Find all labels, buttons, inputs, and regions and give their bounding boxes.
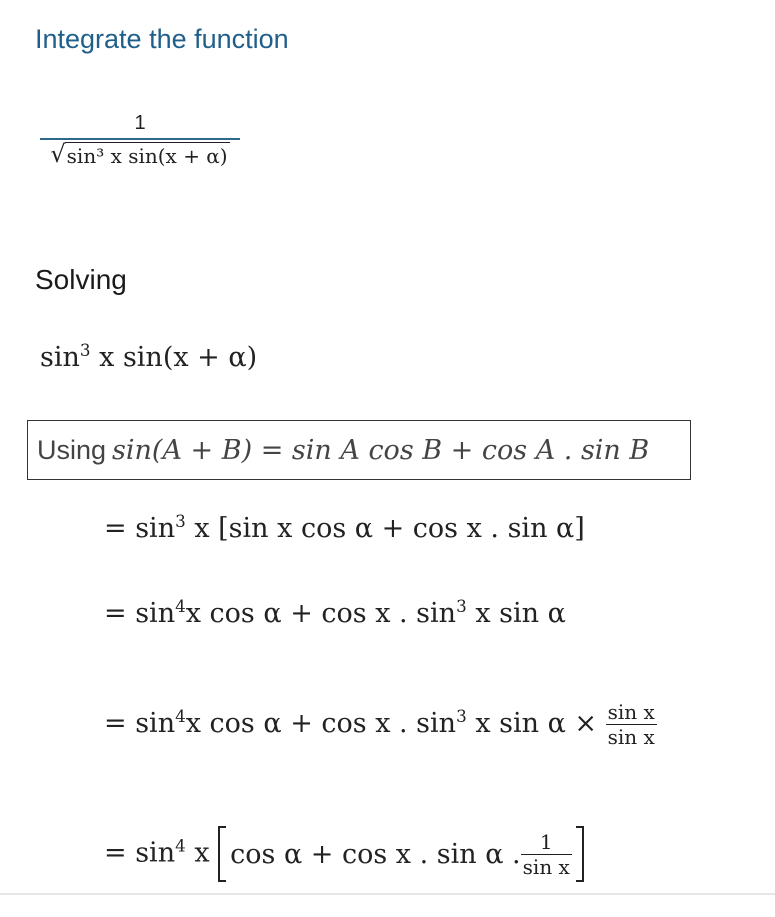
identity-formula: sin(A + B) = sin A cos B + cos A . sin B (112, 434, 650, 466)
expression-power: 3 (79, 339, 91, 360)
given-denominator: sin³ x sin(x + α) (66, 144, 228, 168)
identity-box (27, 420, 691, 480)
step-4-power: 4 (175, 835, 186, 856)
step-1-power: 3 (175, 510, 186, 531)
step-4-after-power: x (185, 837, 219, 869)
expression (40, 339, 258, 373)
step-4-frac-den: sin x (522, 854, 570, 879)
step-2-prefix: = sin (104, 598, 176, 629)
step-3-frac-den: sin x (607, 725, 655, 749)
step-4 (104, 826, 584, 882)
left-bracket-icon (218, 826, 226, 882)
step-2-power-1: 4 (175, 595, 186, 616)
bottom-divider (0, 893, 775, 895)
step-1-rest: x [sin x cos α + cos x . sin α] (185, 513, 585, 544)
step-4-frac-num: 1 (539, 829, 553, 854)
step-2-rest: x sin α (466, 598, 566, 629)
step-3-rest: x sin α × (466, 708, 598, 739)
step-4-inner: cos α + cos x . sin α . (230, 838, 521, 870)
step-3-power-2: 3 (456, 705, 467, 726)
given-numerator: 1 (134, 112, 146, 134)
page-title: Integrate the function (35, 24, 289, 54)
step-2 (104, 595, 566, 629)
step-3-fraction (606, 700, 657, 749)
step-1-prefix: = sin (104, 513, 176, 544)
step-2-power-2: 3 (456, 595, 467, 616)
step-3-power-1: 4 (175, 705, 186, 726)
expression-rest: x sin(x + α) (90, 342, 258, 373)
step-3-prefix: = sin (104, 708, 176, 739)
step-3-mid: x cos α + cos x . sin (185, 708, 457, 739)
expression-sin: sin (40, 342, 80, 373)
given-denominator-wrap (50, 140, 229, 167)
step-4-fraction (521, 830, 572, 879)
step-2-mid: x cos α + cos x . sin (185, 598, 457, 629)
right-bracket-icon (576, 826, 584, 882)
radical-sign-icon: √ (50, 140, 66, 168)
step-4-bracket (218, 826, 584, 882)
given-fraction (40, 112, 240, 167)
identity-label: Using (37, 434, 107, 465)
solving-label: Solving (35, 264, 127, 295)
square-root (50, 142, 229, 167)
step-1 (104, 510, 585, 544)
step-3 (104, 700, 657, 749)
given-function (40, 112, 240, 167)
step-4-prefix: = sin (104, 837, 176, 869)
step-3-frac-num: sin x (607, 700, 655, 724)
